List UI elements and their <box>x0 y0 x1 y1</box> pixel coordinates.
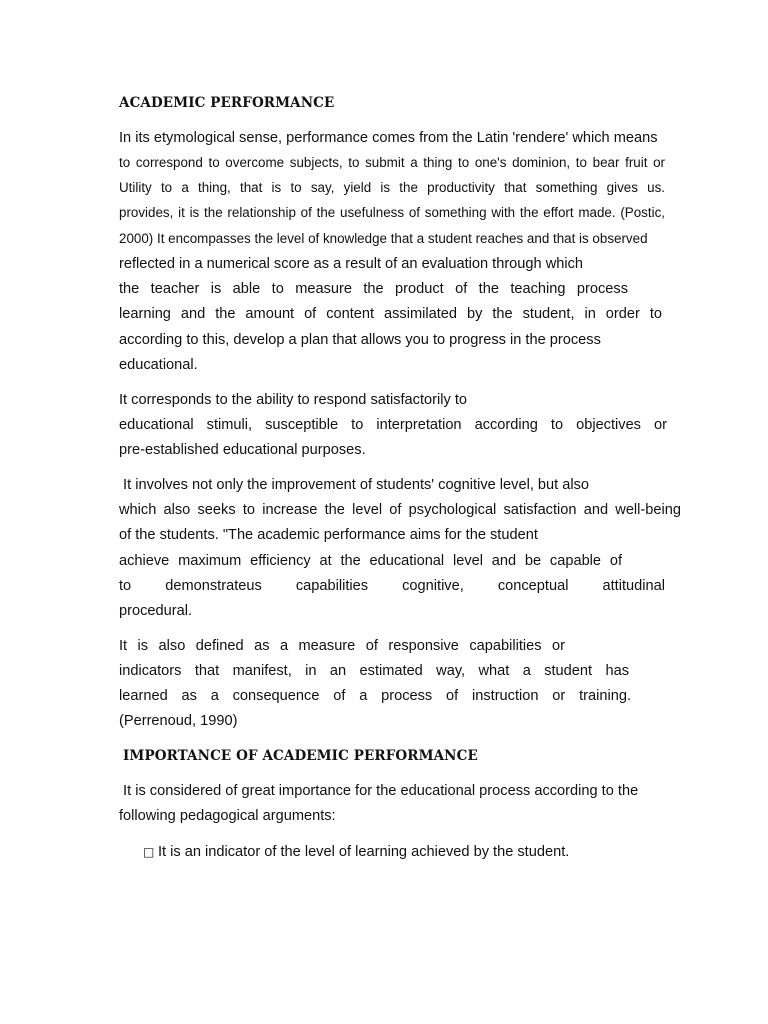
bullet-item <box>143 843 643 861</box>
paragraph-3-line-3: of the students. "The academic performance aims for the student <box>119 527 538 543</box>
paragraph-1-line-4: provides, it is the relationship of the usefulness of something with the effort made. (Postic, <box>119 205 665 220</box>
paragraph-3-line-2: which also seeks to increase the level of psychological satisfaction and well-being <box>119 502 681 518</box>
paragraph-1-line-2: to correspond to overcome subjects, to submit a thing to one's dominion, to bear fruit or <box>119 155 665 170</box>
paragraph-3-line-5: to demonstrateus capabilities cognitive, conceptual attitudinal <box>119 578 665 594</box>
paragraph-3-line-1: It involves not only the improvement of students' cognitive level, but also <box>119 477 590 493</box>
paragraph-5-line-2: following pedagogical arguments: <box>119 808 336 824</box>
paragraph-1-line-7: the teacher is able to measure the product of the teaching process <box>119 281 628 297</box>
paragraph-5-line-1: It is considered of great importance for the educational process according to the <box>119 783 639 799</box>
paragraph-1-line-1: In its etymological sense, performance comes from the Latin 'rendere' which means <box>119 130 658 146</box>
paragraph-3-line-4: achieve maximum efficiency at the educational level and be capable of <box>119 553 622 569</box>
bullet-box-icon: □ <box>143 845 155 859</box>
paragraph-4-line-1: It is also defined as a measure of responsive capabilities or <box>119 638 565 654</box>
paragraph-4-line-3: learned as a consequence of a process of instruction or training. <box>119 688 631 704</box>
paragraph-1-line-5: 2000) It encompasses the level of knowledge that a student reaches and that is observed <box>119 231 648 246</box>
paragraph-4-line-4: (Perrenoud, 1990) <box>119 713 238 729</box>
paragraph-3-line-6: procedural. <box>119 603 193 619</box>
paragraph-2-line-3: pre-established educational purposes. <box>119 442 366 458</box>
paragraph-1-line-9: according to this, develop a plan that allows you to progress in the process <box>119 332 601 348</box>
paragraph-1-line-6: reflected in a numerical score as a result of an evaluation through which <box>119 256 584 272</box>
paragraph-1-line-3: Utility to a thing, that is to say, yield is the productivity that something gives us. <box>119 180 665 195</box>
paragraph-1-line-10: educational. <box>119 357 198 373</box>
bullet-item-text: It is an indicator of the level of learning achieved by the student. <box>158 844 570 860</box>
paragraph-2-line-1: It corresponds to the ability to respond satisfactorily to <box>119 392 467 408</box>
paragraph-2-line-2: educational stimuli, susceptible to interpretation according to objectives or <box>119 417 667 433</box>
paragraph-1-line-8: learning and the amount of content assimilated by the student, in order to <box>119 306 662 322</box>
section-heading-academic-performance: ACADEMIC PERFORMANCE <box>119 95 335 111</box>
section-heading-importance: IMPORTANCE OF ACADEMIC PERFORMANCE <box>123 748 478 764</box>
paragraph-4-line-2: indicators that manifest, in an estimated way, what a student has <box>119 663 629 679</box>
